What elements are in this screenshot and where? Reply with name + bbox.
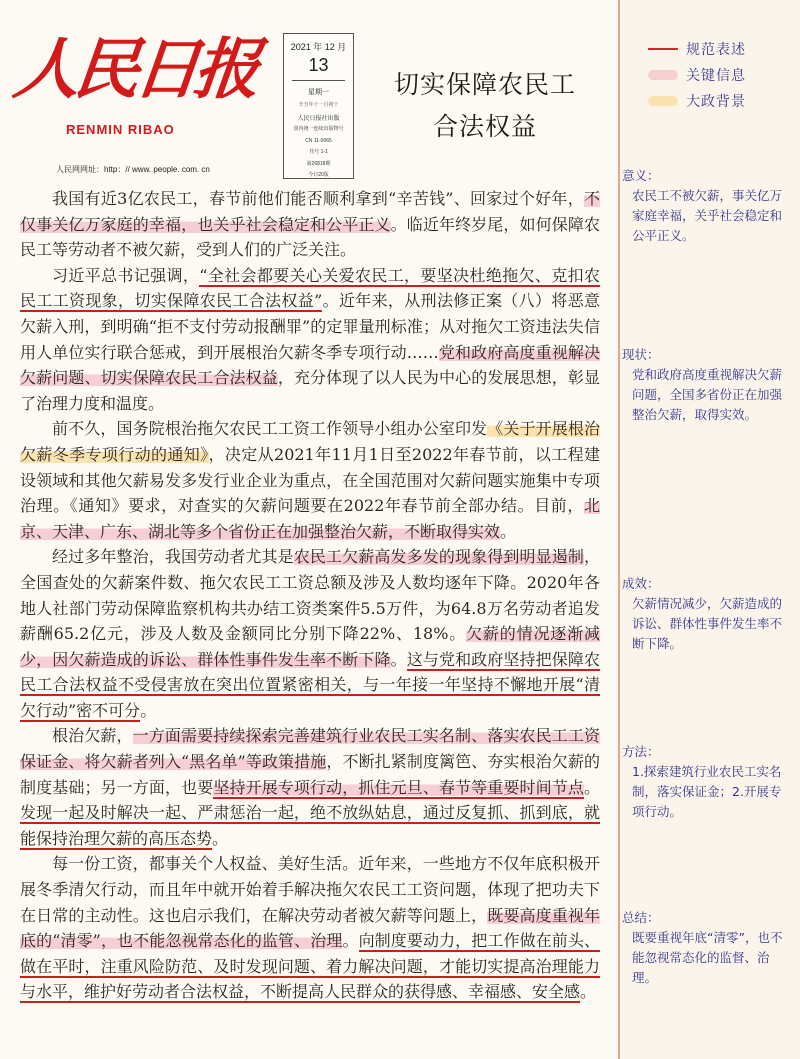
key-info-highlight: 北京、天津、广东、湖北等多个省份正在加强整治欠薪，不断取得实效 — [20, 496, 600, 541]
date-year-month: 2021 年 12 月 — [290, 42, 347, 52]
note-significance — [622, 166, 798, 246]
note-body: 既要重视年底“清零”，也不能忽视常态化的监督、治理。 — [632, 930, 783, 985]
text-run: 前不久，国务院根治拖欠农民工工资工作领导小组办公室印发 — [52, 419, 488, 439]
standard-expression-underline: “全社会都要关心关爱农民工，要坚决杜绝拖欠、克扣农民工工资现象，切实保障农民工合法权益” — [20, 265, 600, 311]
text-run: ，决定从2021年11月1日至2022年春节前，以工程建设领域和其他欠薪易发多发行业企业为重点，在全国范围对欠薪问题实施集中专项治理。《通知》要求，对查实的欠薪问题要在2022年春节前全部办结。目前， — [20, 444, 600, 516]
notes-column — [620, 0, 800, 1059]
paragraph-5 — [20, 723, 600, 851]
key-info-highlight: 不仅事关亿万家庭的幸福，也关乎社会稳定和公平正义 — [20, 189, 600, 234]
note-body: 农民工不被欠薪，事关亿万家庭幸福，关乎社会稳定和公平正义。 — [632, 188, 783, 243]
note-summary — [622, 908, 798, 988]
publisher-line: 人民日报社出版 — [297, 116, 340, 122]
article-body — [20, 186, 600, 1005]
paragraph-1 — [20, 186, 600, 263]
date-weekday: 星期一 — [308, 89, 329, 96]
text-run: 每一份工资，都事关个人权益、美好生活。近年来，一些地方不仅年底积极开展冬季清欠行动，而且年中就开始着手解决拖欠农民工工资问题，体现了把功夫下在日常的主动性。这也启示我们，在解决劳动者被欠薪等问题上， — [20, 854, 600, 925]
date-day: 13 — [292, 55, 345, 81]
note-title: 总结： — [622, 910, 660, 925]
masthead — [0, 0, 618, 180]
headline — [360, 64, 610, 148]
note-status — [622, 345, 798, 425]
newspaper-logo-en: RENMIN RIBAO — [66, 122, 175, 137]
key-info-highlight: 欠薪的情况逐渐减少，因欠薪造成的诉讼、群体性事件发生率不断下降 — [20, 624, 600, 669]
note-body: 欠薪情况减少，欠薪造成的诉讼、群体性事件发生率不断下降。 — [632, 596, 783, 651]
text-run: 。近年来，从刑法修正案（八）将恶意欠薪入刑，到明确“拒不支付劳动报酬罪”的定罪量刑标准；从对拖欠工资违法失信用人单位实行联合惩戒，到开展根治欠薪冬季专项行动…… — [20, 291, 600, 362]
legend-item-standard — [648, 36, 788, 62]
date-lunar: 辛丑年十一月初十 — [298, 102, 339, 108]
legend-label: 规范表述 — [686, 42, 746, 58]
key-info-highlight: 坚持开展专项行动，抓住元旦、春节等重要时间节点 — [213, 777, 584, 797]
paragraph-6 — [20, 851, 600, 1005]
paragraph-2 — [20, 263, 600, 417]
note-methods — [622, 742, 798, 822]
text-run: ，不断扎紧制度篱笆、夯实根治欠薪的制度基础；另一方面，也要 — [20, 752, 600, 797]
text-run: ，全国查处的欠薪案件数、拖欠农民工工资总额及涉及人数均逐年下降。2020年各地人社部门劳动保障监察机构共办结工资类案件5.5万件，为64.8万名劳动者追发薪酬65.2亿元，涉及人数及金额同比分别下降22%、18%。 — [20, 547, 600, 644]
text-run: 。 — [583, 777, 600, 797]
legend-item-policy — [648, 88, 788, 114]
note-title: 现状： — [622, 347, 660, 362]
text-run: 。 — [212, 828, 229, 848]
text-run: 。 — [390, 649, 407, 669]
code-line: 代号 1-1 — [309, 149, 328, 155]
standard-expression-underline: 这与党和政府坚持把保障农民工合法权益不受侵害放在突出位置紧密相关，与一年接一年坚持不懈地开展“清欠行动”密不可分 — [20, 649, 600, 720]
policy-background-highlight: 《关于开展根治欠薪冬季专项行动的通知》 — [20, 419, 600, 464]
key-info-highlight: 既要高度重视年底的“清零”，也不能忽视常态化的监管、治理 — [20, 905, 600, 951]
paragraph-3 — [20, 416, 600, 544]
key-info-highlight: 党和政府高度重视解决欠薪问题、切实保障农民工合法权益 — [20, 342, 600, 388]
pink-swatch-icon — [648, 70, 678, 80]
legend-label: 关键信息 — [686, 68, 746, 84]
legend-label: 大政背景 — [686, 94, 746, 110]
legend-item-key-info — [648, 62, 788, 88]
yellow-swatch-icon — [648, 96, 678, 106]
text-run: ，充分体现了以人民为中心的发展思想，彰显了治理力度和温度。 — [20, 368, 600, 413]
headline-line-1: 切实保障农民工 — [393, 70, 576, 99]
text-run: 。临近年终岁尾，如何保障农民工等劳动者不被欠薪，受到人们的广泛关注。 — [20, 214, 600, 260]
note-body: 1.探索建筑行业农民工实名制，落实保证金；2.开展专项行动。 — [632, 764, 782, 819]
text-run: 根治欠薪， — [52, 726, 133, 746]
annotation-legend — [648, 36, 788, 114]
standard-expression-underline: 发现一起及时解决一起、严肃惩治一起，绝不放纵姑息，通过反复抓、抓到底，就能保持治理欠薪的高压态势 — [20, 803, 600, 848]
text-run: 习近平总书记强调， — [52, 265, 200, 285]
text-run: 。 — [500, 521, 517, 541]
date-box — [283, 33, 354, 179]
newspaper-logo: 人民日报 — [9, 30, 259, 108]
text-run: 。 — [140, 700, 157, 720]
note-title: 方法： — [622, 744, 660, 759]
text-run: 经过多年整治，我国劳动者尤其是 — [52, 547, 294, 567]
text-run: 我国有近3亿农民工，春节前他们能否顺利拿到“辛苦钱”、回家过个好年， — [52, 189, 584, 208]
red-line-icon — [648, 48, 678, 50]
paragraph-4 — [20, 544, 600, 723]
note-title: 成效： — [622, 576, 660, 591]
note-results — [622, 574, 798, 654]
key-info-highlight: 农民工欠薪高发多发的现象得到明显遏制 — [293, 547, 584, 567]
issue-line: 第26818期 — [306, 160, 331, 167]
issn-line-1: 国内统一连续出版物号 — [293, 126, 344, 132]
website-line: 人民网网址：http：// www. people. com. cn — [56, 165, 210, 174]
issn-line-2: CN 11-0065 — [305, 137, 332, 144]
text-run: 。 — [580, 982, 597, 1002]
pages-line: 今日20版 — [308, 172, 329, 178]
headline-line-2: 合法权益 — [432, 112, 537, 141]
text-run: 。 — [342, 931, 359, 951]
note-body: 党和政府高度重视解决欠薪问题，全国多省份正在加强整治欠薪，取得实效。 — [632, 367, 783, 422]
standard-expression-underline: 向制度要动力，把工作做在前头、做在平时，注重风险防范、及时发现问题、着力解决问题，才能切实提高治理能力与水平，维护好劳动者合法权益，不断提高人民群众的获得感、幸福感、安全感 — [20, 931, 600, 1002]
key-info-highlight: 一方面需要持续探索完善建筑行业农民工实名制、落实农民工工资保证金、将欠薪者列入“黑名单”等政策措施 — [20, 726, 600, 772]
note-title: 意义： — [622, 168, 660, 183]
